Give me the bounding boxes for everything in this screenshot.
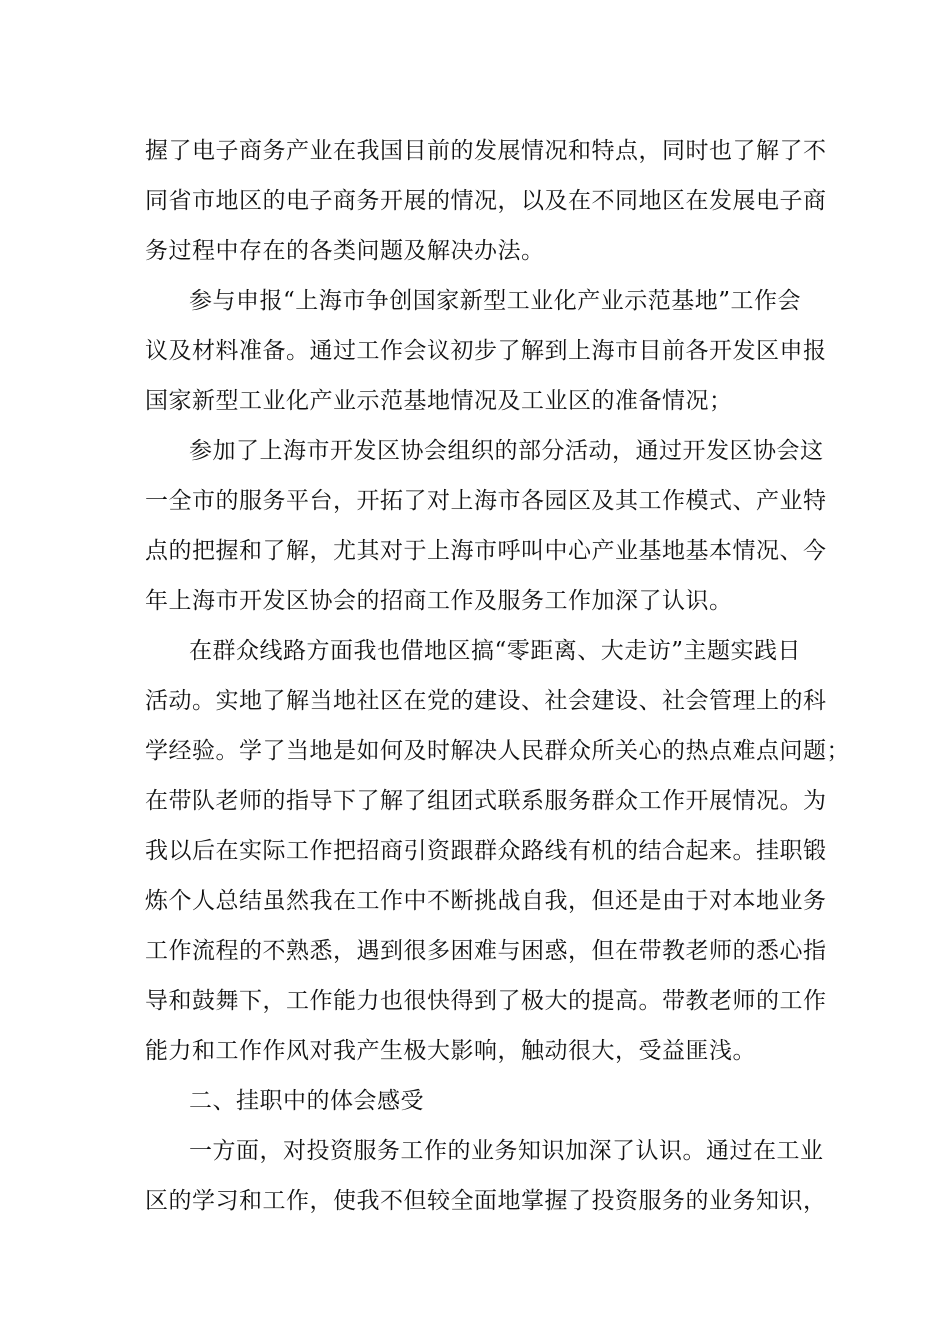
paragraph-line: 导和鼓舞下，工作能力也很快得到了极大的提高。带教老师的工作 bbox=[145, 988, 827, 1014]
paragraph-line: 活动。实地了解当地社区在党的建设、社会建设、社会管理上的科 bbox=[145, 688, 827, 714]
paragraph-line: 同省市地区的电子商务开展的情况，以及在不同地区在发展电子商 bbox=[145, 188, 827, 214]
paragraph-line: 在群众线路方面我也借地区搞“零距离、大走访”主题实践日 bbox=[189, 638, 802, 664]
paragraph-line: 年上海市开发区协会的招商工作及服务工作加深了认识。 bbox=[145, 588, 733, 614]
paragraph-line: 工作流程的不熟悉，遇到很多困难与困惑，但在带教老师的悉心指 bbox=[145, 938, 827, 964]
paragraph-line: 能力和工作作风对我产生极大影响，触动很大，受益匪浅。 bbox=[145, 1038, 756, 1064]
paragraph-line: 学经验。学了当地是如何及时解决人民群众所关心的热点难点问题； bbox=[145, 738, 850, 764]
paragraph-line: 在带队老师的指导下了解了组团式联系服务群众工作开展情况。为 bbox=[145, 788, 827, 814]
paragraph-line: 参加了上海市开发区协会组织的部分活动，通过开发区协会这 bbox=[189, 438, 824, 464]
paragraph-line: 国家新型工业化产业示范基地情况及工业区的准备情况； bbox=[145, 388, 733, 414]
paragraph-line: 议及材料准备。通过工作会议初步了解到上海市目前各开发区申报 bbox=[145, 338, 827, 364]
paragraph-line: 一全市的服务平台，开拓了对上海市各园区及其工作模式、产业特 bbox=[145, 488, 827, 514]
paragraph-line: 我以后在实际工作把招商引资跟群众路线有机的结合起来。挂职锻 bbox=[145, 838, 827, 864]
paragraph-line: 握了电子商务产业在我国目前的发展情况和特点，同时也了解了不 bbox=[145, 138, 827, 164]
paragraph-line: 点的把握和了解，尤其对于上海市呼叫中心产业基地基本情况、今 bbox=[145, 538, 827, 564]
paragraph-line: 一方面，对投资服务工作的业务知识加深了认识。通过在工业 bbox=[189, 1138, 824, 1164]
paragraph-line: 务过程中存在的各类问题及解决办法。 bbox=[145, 238, 545, 264]
paragraph-line: 区的学习和工作，使我不但较全面地掌握了投资服务的业务知识， bbox=[145, 1188, 827, 1214]
paragraph-line: 参与申报“上海市争创国家新型工业化产业示范基地”工作会 bbox=[189, 288, 802, 314]
paragraph-line: 炼个人总结虽然我在工作中不断挑战自我，但还是由于对本地业务 bbox=[145, 888, 827, 914]
section-heading: 二、挂职中的体会感受 bbox=[189, 1088, 424, 1114]
